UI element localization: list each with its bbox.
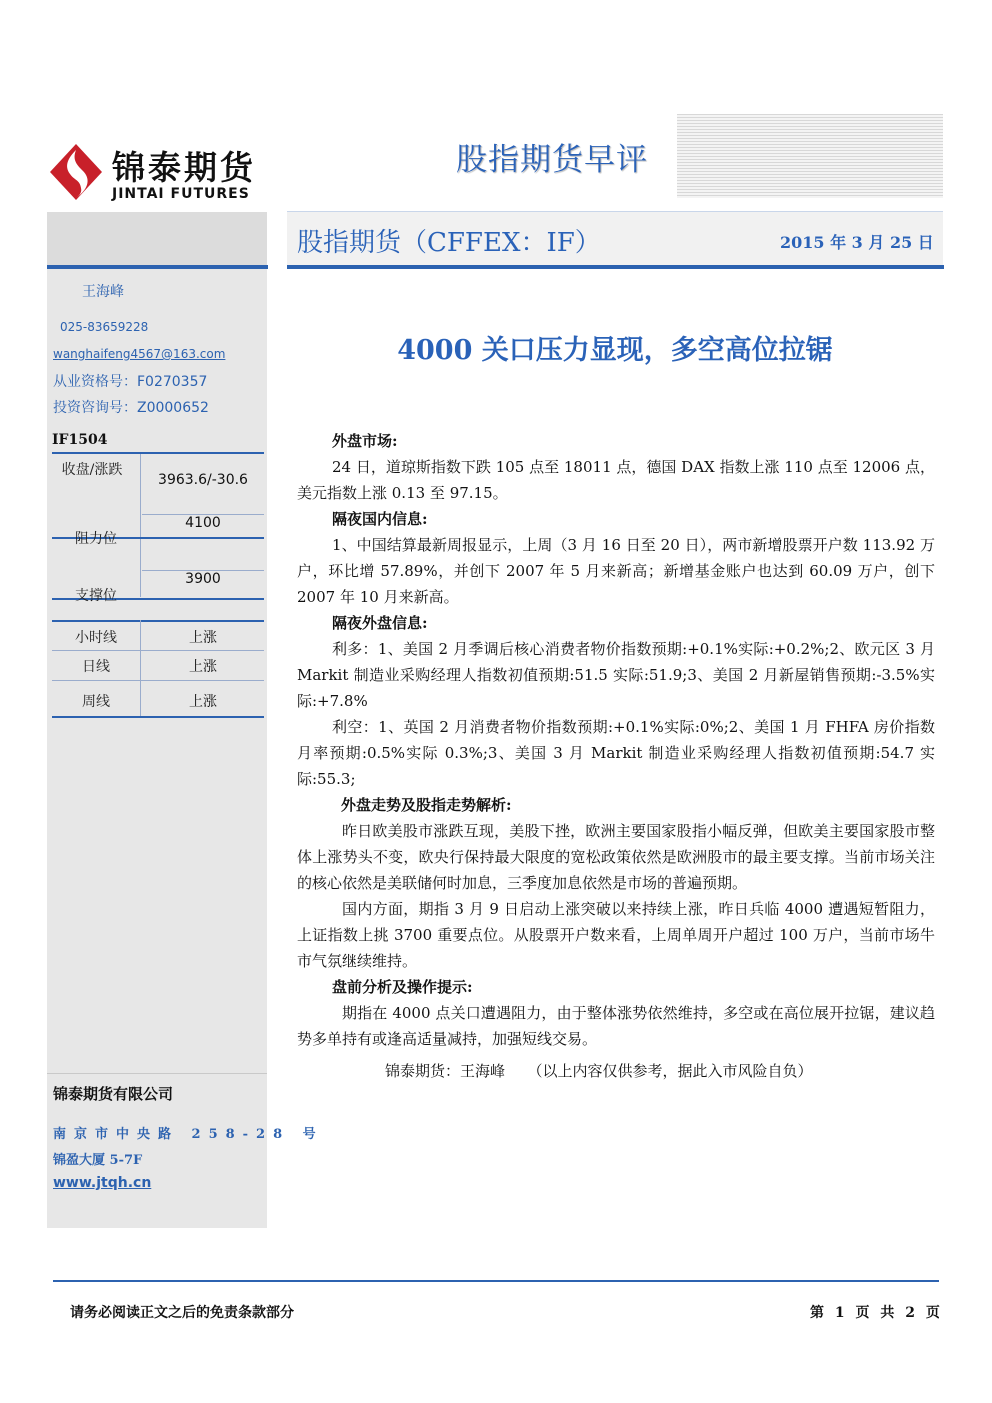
page-number: 第 1 页 共 2 页 xyxy=(810,1305,943,1321)
table-row-value: 上涨 xyxy=(189,630,217,646)
logo-diamond-icon xyxy=(50,144,102,200)
table-rule xyxy=(52,680,264,681)
table-row-label: 收盘/涨跌 xyxy=(61,462,123,478)
company-address-line2: 锦盈大厦 5-7F xyxy=(53,1153,143,1168)
company-website-link[interactable]: www.jtqh.cn xyxy=(53,1175,152,1191)
footer-disclaimer: 请务必阅读正文之后的免责条款部分 xyxy=(70,1305,294,1321)
analyst-email-link[interactable]: wanghaifeng4567@163.com xyxy=(53,347,226,361)
report-type-title: 股指期货早评 xyxy=(456,142,648,178)
section-heading: 外盘市场: xyxy=(332,432,398,450)
paragraph: 期指在 4000 点关口遭遇阻力，由于整体涨势依然维持，多空或在高位展开拉锯，建议趋势多单持有或逢高适量减持，加强短线交易。 xyxy=(297,1004,935,1048)
consulting-number: 投资咨询号：Z0000652 xyxy=(53,400,209,416)
report-date: 2015 年 3 月 25 日 xyxy=(780,233,934,252)
table-divider xyxy=(140,502,141,537)
table-row-label: 日线 xyxy=(82,659,110,675)
paragraph: 24 日，道琼斯指数下跌 105 点至 18011 点，德国 DAX 指数上涨 110 点至 12006 点，美元指数上涨 0.13 至 97.15。 xyxy=(297,458,935,502)
table-row-value: 上涨 xyxy=(189,694,217,710)
table-divider xyxy=(140,620,141,716)
table-rule xyxy=(52,620,264,622)
table-divider xyxy=(140,539,141,597)
company-name: 锦泰期货有限公司 xyxy=(53,1085,174,1103)
paragraph: 利多：1、美国 2 月季调后核心消费者物价指数预期:+0.1%实际:+0.2%;2、欧元区 3 月 Markit 制造业采购经理人指数初值预期:51.5 实际:51.9;3、美国 2 月新屋销售预期:-3.5%实际:+7.8% xyxy=(297,640,935,710)
table-row-value: 上涨 xyxy=(189,659,217,675)
paragraph: 1、中国结算最新周报显示，上周（3 月 16 日至 20 日），两市新增股票开户数 113.92 万户，环比增 57.89%，并创下 2007 年 5 月来新高；新增基金账户也达到 60.09 万户，创下 2007 年 10 月来新高。 xyxy=(297,536,935,606)
table-rule xyxy=(52,452,264,454)
table-row-value: 3900 xyxy=(142,570,264,587)
table-row-label: 小时线 xyxy=(75,630,117,646)
sidebar-separator xyxy=(47,1073,267,1074)
paragraph: 利空：1、英国 2 月消费者物价指数预期:+0.1%实际:0%;2、美国 1 月 FHFA 房价指数月率预期:0.5%实际 0.3%;3、美国 3 月 Markit 制造业采购经理人指数初值预期:54.7 实际:55.3; xyxy=(297,718,935,788)
paragraph: 昨日欧美股市涨跌互现，美股下挫，欧洲主要国家股指小幅反弹，但欧美主要国家股市整体上涨势头不变，欧央行保持最大限度的宽松政策依然是欧洲股市的最主要支撑。当前市场关注的核心依然是美联储何时加息，三季度加息依然是市场的普遍预期。 xyxy=(297,822,935,892)
sidebar-top-rule xyxy=(47,265,268,269)
qualification-number: 从业资格号：F0270357 xyxy=(53,374,208,390)
analyst-name: 王海峰 xyxy=(82,284,124,300)
logo-text-en: JINTAI FUTURES xyxy=(112,186,250,202)
table-row-value: 3963.6/-30.6 xyxy=(158,472,248,488)
table-rule xyxy=(52,716,264,718)
contract-code: IF1504 xyxy=(52,432,108,448)
section-heading: 隔夜外盘信息: xyxy=(332,614,428,632)
table-row-label: 周线 xyxy=(82,694,110,710)
header-stripes xyxy=(677,114,943,198)
table-row-label: 支撑位 xyxy=(75,588,117,604)
sidebar-top-block xyxy=(47,212,267,266)
section-heading: 隔夜国内信息: xyxy=(332,510,428,528)
market-levels-table xyxy=(52,452,264,722)
table-divider xyxy=(140,454,141,502)
title-band-top-rule xyxy=(287,211,943,212)
analyst-phone: 025-83659228 xyxy=(60,320,149,334)
table-row-value: 4100 xyxy=(142,514,264,531)
logo-text-cn: 锦泰期货 xyxy=(112,148,256,187)
headline: 4000 关口压力显现，多空高位拉锯 xyxy=(397,335,833,366)
paragraph: 国内方面，期指 3 月 9 日启动上涨突破以来持续上涨，昨日兵临 4000 遭遇短暂阻力，上证指数上挑 3700 重要点位。从股票开户数来看，上周单周开户超过 100 万户，当前市场牛市气氛继续维持。 xyxy=(297,900,935,970)
signature-line: 锦泰期货：王海峰 （以上内容仅供参考，据此入市风险自负） xyxy=(385,1062,813,1080)
section-heading: 盘前分析及操作提示: xyxy=(332,978,473,996)
title-band-rule xyxy=(287,265,944,269)
table-rule xyxy=(52,650,264,651)
section-heading: 外盘走势及股指走势解析: xyxy=(341,796,512,814)
company-address-line1: 南京市中央路 258-28 号 xyxy=(53,1127,324,1142)
report-body xyxy=(297,428,935,1084)
footer-rule xyxy=(53,1280,939,1282)
table-row-label: 阻力位 xyxy=(75,531,117,547)
product-title: 股指期货（CFFEX：IF） xyxy=(297,228,601,258)
